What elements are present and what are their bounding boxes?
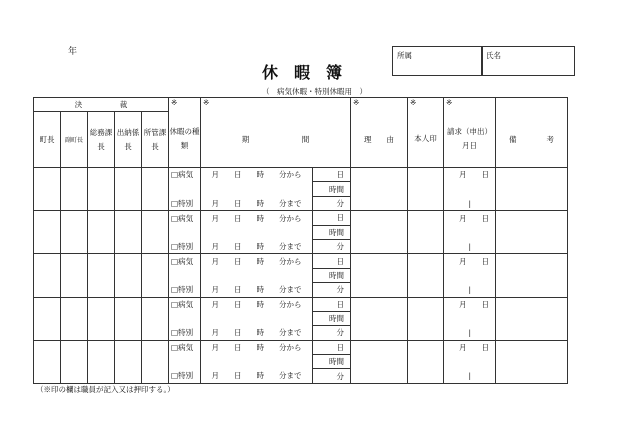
col-reason: 理 由	[351, 112, 408, 168]
stamp-dept-head[interactable]	[142, 340, 169, 383]
col-remarks: 備 考	[496, 112, 568, 168]
request-date-bar: |	[444, 326, 496, 340]
leave-type-spacer	[169, 311, 201, 325]
remarks-field[interactable]	[496, 168, 568, 211]
minutes-field[interactable]: 分	[313, 326, 351, 340]
stamp-town-head[interactable]	[34, 297, 61, 340]
sick-checkbox[interactable]: □病気	[169, 168, 201, 182]
leave-type-spacer	[169, 225, 201, 239]
remarks-top	[496, 98, 568, 112]
seal-field[interactable]	[408, 254, 444, 297]
stamp-general-affairs[interactable]	[88, 254, 115, 297]
minutes-field[interactable]: 分	[313, 283, 351, 297]
days-field[interactable]: 日	[313, 254, 351, 268]
mark-seal: ※	[408, 98, 444, 112]
stamp-general-affairs[interactable]	[88, 297, 115, 340]
stamp-accounting[interactable]	[115, 340, 142, 383]
mark-period: ※	[201, 98, 351, 112]
leave-table	[33, 97, 568, 384]
stamp-dept-head[interactable]	[142, 211, 169, 254]
sick-checkbox[interactable]: □病気	[169, 211, 201, 225]
period-to[interactable]: 月 日 時 分まで	[201, 239, 313, 253]
request-spacer	[444, 311, 496, 325]
mark-reason: ※	[351, 98, 408, 112]
remarks-field[interactable]	[496, 211, 568, 254]
page-subtitle: （ 病気休暇・特別休暇用 ）	[262, 87, 367, 96]
affiliation-field[interactable]	[392, 46, 483, 76]
table-row	[34, 340, 568, 354]
request-date-field[interactable]: 月 日	[444, 254, 496, 268]
hours-field[interactable]: 時間	[313, 268, 351, 282]
leave-type-spacer	[169, 355, 201, 369]
seal-field[interactable]	[408, 168, 444, 211]
remarks-field[interactable]	[496, 297, 568, 340]
stamp-town-head[interactable]	[34, 168, 61, 211]
table-row	[34, 168, 568, 182]
special-checkbox[interactable]: □特別	[169, 283, 201, 297]
request-spacer	[444, 355, 496, 369]
col-dept-head: 所管課長	[142, 112, 169, 168]
period-from[interactable]: 月 日 時 分から	[201, 340, 313, 354]
days-field[interactable]: 日	[313, 297, 351, 311]
request-date-bar: |	[444, 239, 496, 253]
stamp-town-head[interactable]	[34, 340, 61, 383]
footer-note: （※印の欄は職員が記入又は押印する。）	[36, 385, 175, 394]
period-to[interactable]: 月 日 時 分まで	[201, 326, 313, 340]
leave-type-spacer	[169, 182, 201, 196]
col-accounting: 出納係長	[115, 112, 142, 168]
stamp-deputy-head[interactable]	[61, 254, 88, 297]
special-checkbox[interactable]: □特別	[169, 369, 201, 383]
request-date-field[interactable]: 月 日	[444, 168, 496, 182]
special-checkbox[interactable]: □特別	[169, 239, 201, 253]
seal-field[interactable]	[408, 211, 444, 254]
col-leave-type: 休暇の種類	[169, 112, 201, 168]
request-spacer	[444, 182, 496, 196]
request-date-field[interactable]: 月 日	[444, 297, 496, 311]
stamp-dept-head[interactable]	[142, 297, 169, 340]
stamp-accounting[interactable]	[115, 297, 142, 340]
table-row	[34, 297, 568, 311]
seal-field[interactable]	[408, 297, 444, 340]
year-label: 年	[68, 47, 78, 57]
reason-field[interactable]	[351, 168, 408, 211]
request-date-field[interactable]: 月 日	[444, 211, 496, 225]
request-spacer	[444, 225, 496, 239]
period-spacer	[201, 268, 313, 282]
stamp-dept-head[interactable]	[142, 168, 169, 211]
period-to[interactable]: 月 日 時 分まで	[201, 283, 313, 297]
seal-field[interactable]	[408, 340, 444, 383]
approval-header: 決 裁	[34, 98, 169, 112]
leave-type-spacer	[169, 268, 201, 282]
page-title: 休暇簿	[262, 63, 359, 82]
minutes-field[interactable]: 分	[313, 196, 351, 210]
stamp-town-head[interactable]	[34, 254, 61, 297]
table-row	[34, 254, 568, 268]
remarks-field[interactable]	[496, 254, 568, 297]
special-checkbox[interactable]: □特別	[169, 196, 201, 210]
col-seal: 本人印	[408, 112, 444, 168]
period-to[interactable]: 月 日 時 分まで	[201, 196, 313, 210]
sick-checkbox[interactable]: □病気	[169, 297, 201, 311]
stamp-accounting[interactable]	[115, 168, 142, 211]
special-checkbox[interactable]: □特別	[169, 326, 201, 340]
period-spacer	[201, 182, 313, 196]
table-row	[34, 211, 568, 225]
stamp-general-affairs[interactable]	[88, 211, 115, 254]
name-label: 氏名	[486, 51, 501, 60]
hours-field[interactable]: 時間	[313, 182, 351, 196]
request-date-bar: |	[444, 369, 496, 383]
stamp-dept-head[interactable]	[142, 254, 169, 297]
period-spacer	[201, 225, 313, 239]
period-from[interactable]: 月 日 時 分から	[201, 211, 313, 225]
stamp-accounting[interactable]	[115, 254, 142, 297]
minutes-field[interactable]: 分	[313, 239, 351, 253]
reason-field[interactable]	[351, 340, 408, 383]
period-from[interactable]: 月 日 時 分から	[201, 168, 313, 182]
col-deputy-head: 副町長	[61, 112, 88, 168]
request-date-bar: |	[444, 196, 496, 210]
name-field[interactable]	[481, 46, 575, 76]
mark-request: ※	[444, 98, 496, 112]
stamp-general-affairs[interactable]	[88, 168, 115, 211]
stamp-accounting[interactable]	[115, 211, 142, 254]
request-date-bar: |	[444, 283, 496, 297]
days-field[interactable]: 日	[313, 340, 351, 354]
stamp-deputy-head[interactable]	[61, 297, 88, 340]
col-period: 期 間	[201, 112, 351, 168]
stamp-town-head[interactable]	[34, 211, 61, 254]
period-from[interactable]: 月 日 時 分から	[201, 254, 313, 268]
col-general-affairs: 総務課長	[88, 112, 115, 168]
period-spacer	[201, 355, 313, 369]
period-to[interactable]: 月 日 時 分まで	[201, 369, 313, 383]
col-request-date: 請求（申出）月日	[444, 112, 496, 168]
remarks-field[interactable]	[496, 340, 568, 383]
period-spacer	[201, 311, 313, 325]
request-spacer	[444, 268, 496, 282]
request-date-field[interactable]: 月 日	[444, 340, 496, 354]
hours-field[interactable]: 時間	[313, 355, 351, 369]
col-town-head: 町長	[34, 112, 61, 168]
affiliation-label: 所属	[397, 51, 412, 60]
mark-leave-type: ※	[169, 98, 201, 112]
reason-field[interactable]	[351, 211, 408, 254]
stamp-deputy-head[interactable]	[61, 340, 88, 383]
reason-field[interactable]	[351, 254, 408, 297]
reason-field[interactable]	[351, 297, 408, 340]
sick-checkbox[interactable]: □病気	[169, 340, 201, 354]
days-field[interactable]: 日	[313, 211, 351, 225]
stamp-deputy-head[interactable]	[61, 168, 88, 211]
days-field[interactable]: 日	[313, 168, 351, 182]
hours-field[interactable]: 時間	[313, 311, 351, 325]
stamp-general-affairs[interactable]	[88, 340, 115, 383]
sick-checkbox[interactable]: □病気	[169, 254, 201, 268]
minutes-field[interactable]: 分	[313, 369, 351, 383]
hours-field[interactable]: 時間	[313, 225, 351, 239]
period-from[interactable]: 月 日 時 分から	[201, 297, 313, 311]
stamp-deputy-head[interactable]	[61, 211, 88, 254]
